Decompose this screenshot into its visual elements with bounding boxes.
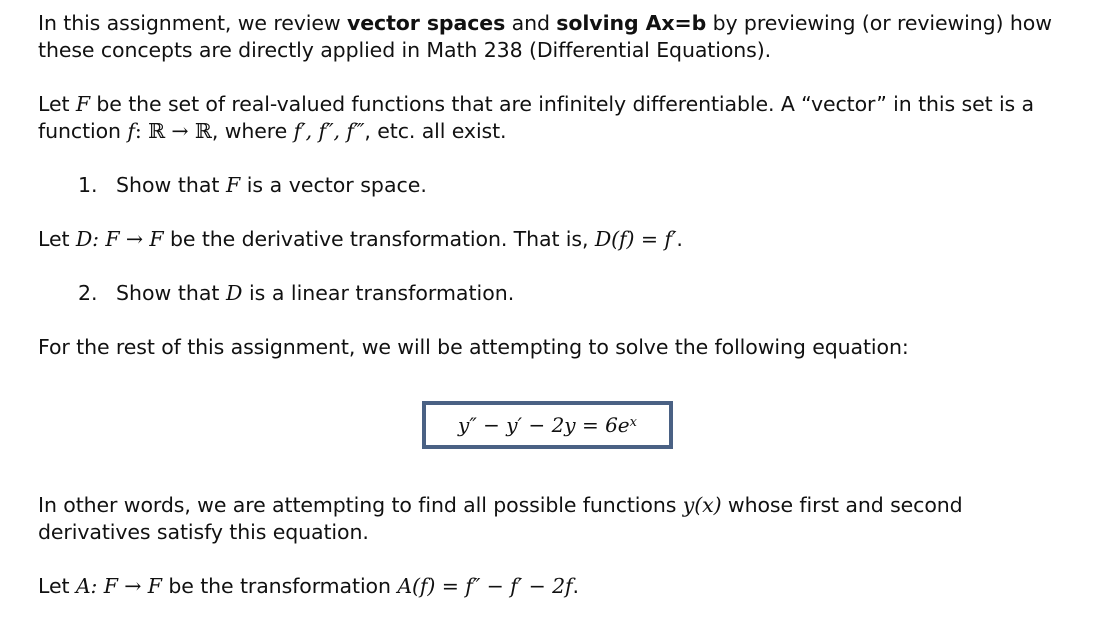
math-transformation-equation: A(f) = f″ − f′ − 2f (397, 574, 573, 598)
para-text: Let (38, 92, 76, 116)
definition-paragraph (38, 91, 1075, 145)
para-text: For the rest of this assignment, we will be attempting to solve the following equation: (38, 335, 909, 359)
equation-text: y″ − y′ − 2y = 6e (458, 413, 630, 437)
math-A: A (75, 574, 91, 598)
para-text: be the derivative transformation. That is, (163, 227, 595, 251)
equation-exponent: x (629, 414, 637, 430)
para-text: . (572, 574, 579, 598)
equation-box (422, 401, 673, 449)
question-number: 2. (78, 281, 98, 305)
math-mapping: : ℝ → ℝ (134, 119, 212, 143)
question-number: 1. (78, 173, 98, 197)
para-text: Let (38, 574, 76, 598)
question-1 (78, 172, 427, 199)
intro-bold-solving: solving Ax=b (556, 11, 707, 35)
math-f: f (127, 119, 135, 143)
para-text: function (38, 119, 128, 143)
math-F: F (225, 173, 241, 197)
para-text: Let (38, 227, 76, 251)
equation-intro-paragraph (38, 334, 1075, 361)
para-text: derivatives satisfy this equation. (38, 520, 369, 544)
math-derivatives: f′, f″, f‴ (293, 119, 365, 143)
math-D: D (75, 227, 93, 251)
question-text: is a vector space. (240, 173, 427, 197)
para-text: , etc. all exist. (364, 119, 507, 143)
math-mapping: : F → F (90, 574, 162, 598)
math-F: F (75, 92, 90, 116)
intro-paragraph (38, 10, 1075, 64)
para-text: . (676, 227, 683, 251)
intro-bold-vector-spaces: vector spaces (346, 11, 506, 35)
math-derivative-equation: D(f) = f′ (594, 227, 677, 251)
intro-text: In this assignment, we review (38, 11, 347, 35)
question-2 (78, 280, 514, 307)
question-text: Show that (116, 173, 226, 197)
intro-text: these concepts are directly applied in Math 238 (Differential Equations). (38, 38, 772, 62)
para-text: be the transformation (161, 574, 398, 598)
intro-text: and (505, 11, 557, 35)
para-text: , where (211, 119, 294, 143)
question-text: Show that (116, 281, 226, 305)
question-text: is a linear transformation. (242, 281, 515, 305)
derivative-paragraph (38, 226, 1075, 253)
para-text: In other words, we are attempting to find all possible functions (38, 493, 683, 517)
math-y-of-x: y(x) (682, 493, 722, 517)
math-mapping: : F → F (92, 227, 164, 251)
intro-text: by previewing (or reviewing) how (706, 11, 1052, 35)
explanation-paragraph (38, 492, 1075, 546)
para-text: be the set of real-valued functions that are infinitely differentiable. A “vector” in this set is a (89, 92, 1035, 116)
para-text: whose first and second (721, 493, 963, 517)
math-D: D (225, 281, 243, 305)
transformation-paragraph (38, 573, 1075, 600)
